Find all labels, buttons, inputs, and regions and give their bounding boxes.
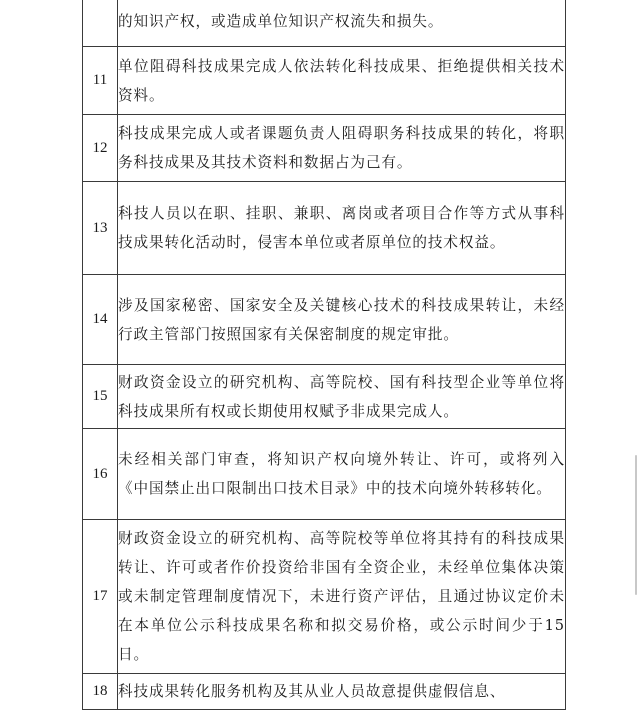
- table-row: [83, 182, 566, 275]
- table-row: [83, 429, 566, 520]
- row-text: 的知识产权，或造成单位知识产权流失和损失。: [118, 0, 566, 47]
- row-number: 17: [83, 520, 118, 674]
- table-row: [83, 365, 566, 429]
- row-number: 13: [83, 182, 118, 275]
- row-text: 财政资金设立的研究机构、高等院校、国有科技型企业等单位将科技成果所有权或长期使用权赋予非成果完成人。: [118, 365, 566, 429]
- row-text: 财政资金设立的研究机构、高等院校等单位将其持有的科技成果转让、许可或者作价投资给非国有全资企业，未经单位集体决策或未制定管理制度情况下，未进行资产评估，且通过协议定价未在本单位公示科技成果名称和拟交易价格，或公示时间少于15日。: [118, 520, 566, 674]
- row-number: 11: [83, 47, 118, 115]
- row-text: 科技成果转化服务机构及其从业人员故意提供虚假信息、: [118, 674, 566, 710]
- table-row: [83, 0, 566, 47]
- row-number: [83, 0, 118, 47]
- row-number: 18: [83, 674, 118, 710]
- table-row: [83, 115, 566, 182]
- table-row: [83, 275, 566, 365]
- row-text: 科技人员以在职、挂职、兼职、离岗或者项目合作等方式从事科技成果转化活动时，侵害本单位或者原单位的技术权益。: [118, 182, 566, 275]
- row-text: 科技成果完成人或者课题负责人阻碍职务科技成果的转化，将职务科技成果及其技术资料和数据占为己有。: [118, 115, 566, 182]
- row-text: 涉及国家秘密、国家安全及关键核心技术的科技成果转让，未经行政主管部门按照国家有关保密制度的规定审批。: [118, 275, 566, 365]
- table-row: [83, 674, 566, 710]
- row-number: 12: [83, 115, 118, 182]
- row-number: 15: [83, 365, 118, 429]
- table-row: [83, 47, 566, 115]
- row-text: 未经相关部门审查，将知识产权向境外转让、许可，或将列入《中国禁止出口限制出口技术目录》中的技术向境外转移转化。: [118, 429, 566, 520]
- row-text: 单位阻碍科技成果完成人依法转化科技成果、拒绝提供相关技术资料。: [118, 47, 566, 115]
- violations-table: [82, 0, 566, 710]
- row-number: 14: [83, 275, 118, 365]
- scrollbar-thumb[interactable]: [635, 455, 637, 595]
- table-row: [83, 520, 566, 674]
- row-number: 16: [83, 429, 118, 520]
